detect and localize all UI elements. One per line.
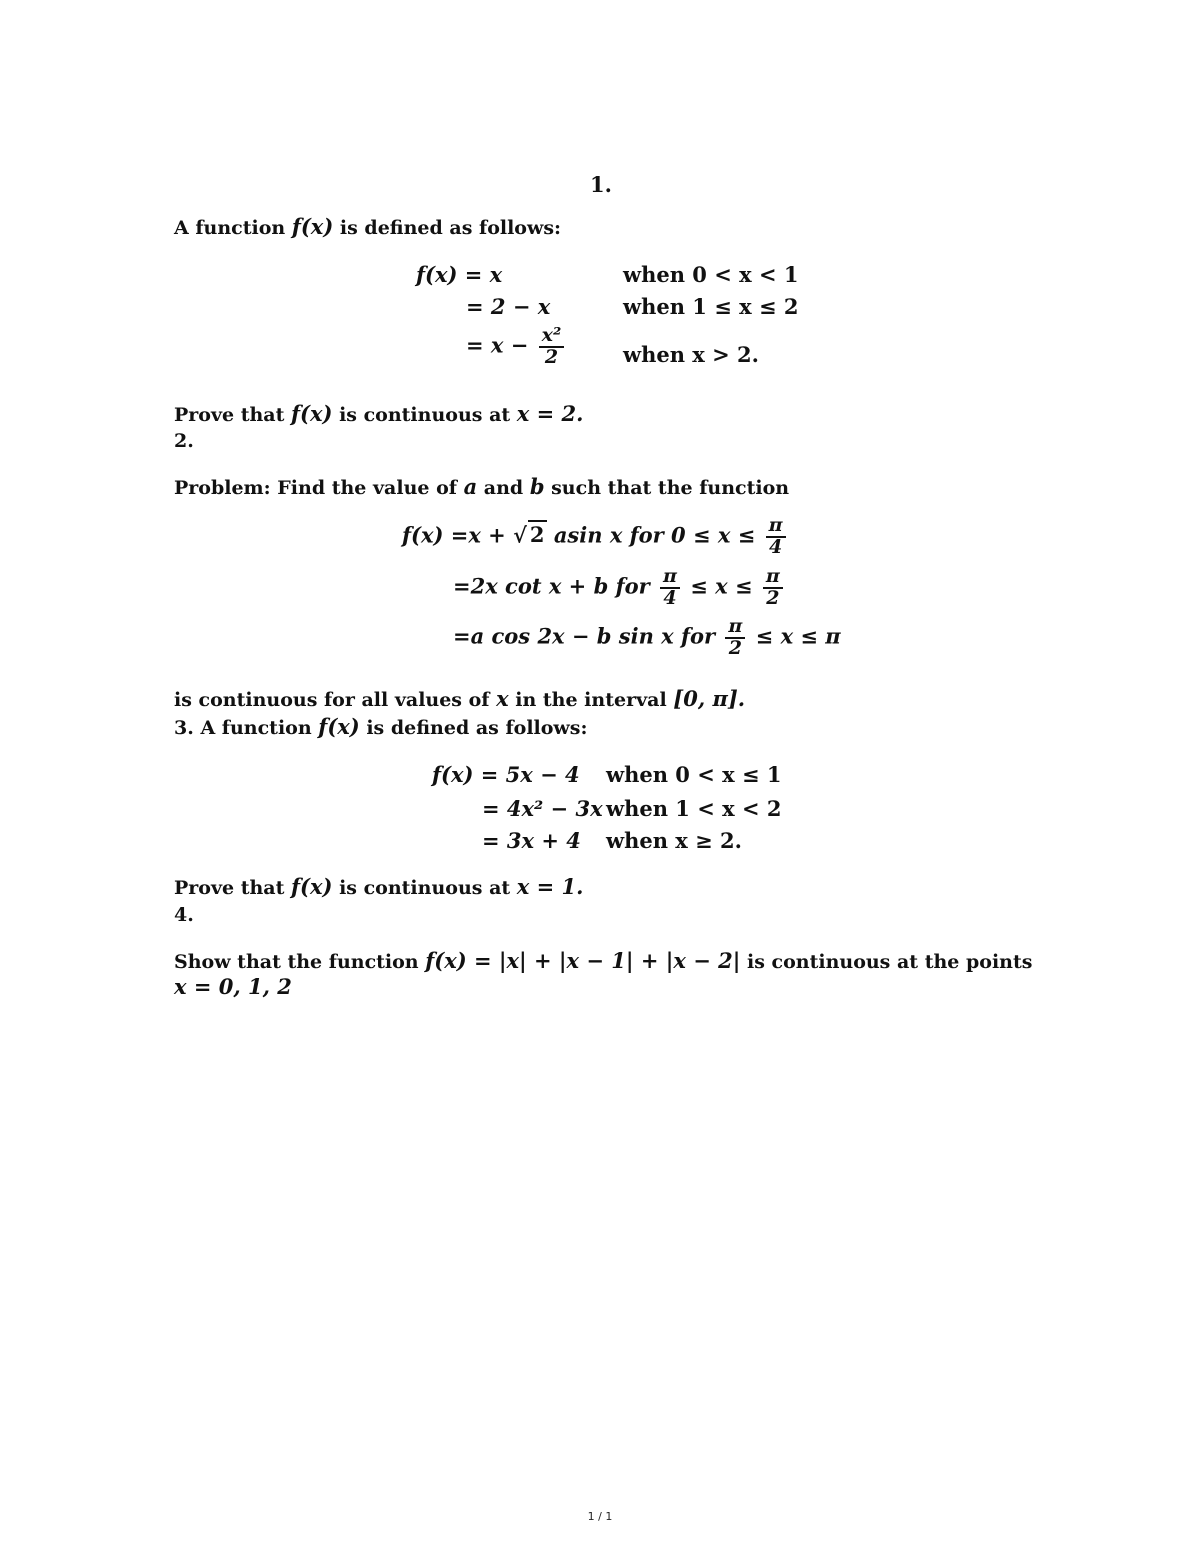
problem-4-text bbox=[174, 948, 1032, 975]
page-number: 1 / 1 bbox=[587, 1510, 613, 1523]
problem-1-intro-text-a: A function bbox=[174, 217, 292, 239]
fraction-numerator: π bbox=[725, 617, 745, 639]
problem-1-row-1-lhs: f(x) = x bbox=[416, 262, 503, 287]
problem-2-row-2-fraction-2 bbox=[763, 567, 783, 609]
problem-3-intro-text-a: 3. A function bbox=[174, 717, 319, 739]
problem-1-row-1-cond: when 0 < x < 1 bbox=[623, 262, 799, 287]
problem-1-row-3-lhs bbox=[466, 326, 567, 368]
problem-2-closing bbox=[174, 686, 745, 713]
problem-3-intro-fx: f(x) bbox=[318, 714, 360, 739]
problem-1-intro bbox=[174, 214, 561, 241]
sqrt-symbol: √ bbox=[513, 522, 527, 548]
fraction-numerator: x² bbox=[539, 326, 565, 348]
sqrt-radicand: 2 bbox=[529, 522, 545, 548]
problem-2-var-a: a bbox=[463, 474, 478, 499]
problem-1-prove-text-a: Prove that bbox=[174, 404, 292, 426]
fraction-denominator: 4 bbox=[663, 586, 677, 609]
problem-2-intro-text-b: such that the function bbox=[544, 477, 790, 499]
problem-2-row-3-b: ≤ x ≤ π bbox=[755, 623, 841, 649]
problem-4-points: x = 0, 1, 2 bbox=[174, 974, 292, 999]
problem-1-prove bbox=[174, 401, 583, 428]
problem-1-intro-fx: f(x) bbox=[291, 214, 334, 239]
fraction-numerator: π bbox=[763, 567, 783, 589]
problem-1-prove-text-b: is continuous at bbox=[332, 404, 517, 426]
problem-2-number: 2. bbox=[174, 430, 194, 452]
problem-1-prove-point: x = 2. bbox=[516, 401, 584, 426]
fraction-denominator: 2 bbox=[766, 586, 780, 609]
problem-2-closing-text-a: is continuous for all values of bbox=[174, 689, 497, 711]
problem-2-var-b: b bbox=[529, 474, 545, 499]
fraction-denominator: 4 bbox=[768, 535, 783, 558]
problem-3-prove-point: x = 1. bbox=[516, 874, 584, 899]
problem-3-prove-text-b: is continuous at bbox=[332, 877, 517, 899]
problem-1-row-3-lhs-a: = x − bbox=[466, 332, 529, 358]
problem-3-row-1-lhs: f(x) = 5x − 4 bbox=[432, 762, 580, 787]
problem-2-row-1-b: asin x for 0 ≤ x ≤ bbox=[546, 522, 763, 548]
problem-1-row-2-cond: when 1 ≤ x ≤ 2 bbox=[623, 294, 799, 319]
fraction-denominator: 2 bbox=[544, 345, 559, 368]
problem-4-number: 4. bbox=[174, 904, 194, 926]
problem-1-number: 1. bbox=[590, 172, 612, 197]
fraction-denominator: 2 bbox=[728, 636, 742, 659]
problem-1-prove-fx: f(x) bbox=[291, 401, 333, 426]
problem-3-row-3-lhs: = 3x + 4 bbox=[482, 828, 581, 853]
problem-2-closing-x: x bbox=[496, 686, 509, 711]
problem-3-row-1-cond: when 0 < x ≤ 1 bbox=[606, 762, 782, 787]
problem-4-text-b: is continuous at the points bbox=[740, 951, 1033, 973]
problem-1-row-3-fraction bbox=[539, 326, 565, 368]
problem-4-function: f(x) = |x| + |x − 1| + |x − 2| bbox=[425, 948, 741, 973]
problem-2-row-2-a: =2x cot x + b for bbox=[453, 573, 657, 599]
problem-2-row-2 bbox=[453, 567, 786, 609]
problem-2-intro-text-a: Problem: Find the value of bbox=[174, 477, 464, 499]
problem-2-row-1 bbox=[402, 516, 789, 558]
problem-3-prove-fx: f(x) bbox=[291, 874, 333, 899]
problem-4-text-a: Show that the function bbox=[174, 951, 426, 973]
problem-3-row-2-cond: when 1 < x < 2 bbox=[606, 796, 782, 821]
problem-2-intro bbox=[174, 474, 789, 501]
problem-2-row-3-fraction bbox=[725, 617, 745, 659]
problem-3-intro bbox=[174, 714, 588, 741]
problem-2-row-2-fraction-1 bbox=[660, 567, 680, 609]
problem-3-prove-text-a: Prove that bbox=[174, 877, 292, 899]
problem-1-row-2-lhs: = 2 − x bbox=[466, 294, 551, 319]
problem-2-closing-interval: [0, π]. bbox=[673, 686, 746, 711]
problem-2-row-1-fraction bbox=[766, 516, 786, 558]
problem-2-closing-text-b: in the interval bbox=[508, 689, 674, 711]
problem-2-row-3 bbox=[453, 617, 841, 659]
fraction-numerator: π bbox=[766, 516, 786, 538]
problem-2-row-3-a: =a cos 2x − b sin x for bbox=[453, 623, 723, 649]
problem-3-row-3-cond: when x ≥ 2. bbox=[606, 828, 742, 853]
fraction-numerator: π bbox=[660, 567, 680, 589]
problem-1-row-3-cond: when x > 2. bbox=[623, 342, 759, 367]
problem-3-prove bbox=[174, 874, 583, 901]
problem-2-intro-and: and bbox=[477, 477, 530, 499]
problem-2-row-1-a: f(x) =x + bbox=[402, 522, 514, 548]
problem-1-intro-text-b: is defined as follows: bbox=[333, 217, 562, 239]
problem-3-row-2-lhs: = 4x² − 3x bbox=[482, 796, 603, 821]
problem-2-row-2-b: ≤ x ≤ bbox=[690, 573, 760, 599]
problem-3-intro-text-b: is defined as follows: bbox=[359, 717, 588, 739]
